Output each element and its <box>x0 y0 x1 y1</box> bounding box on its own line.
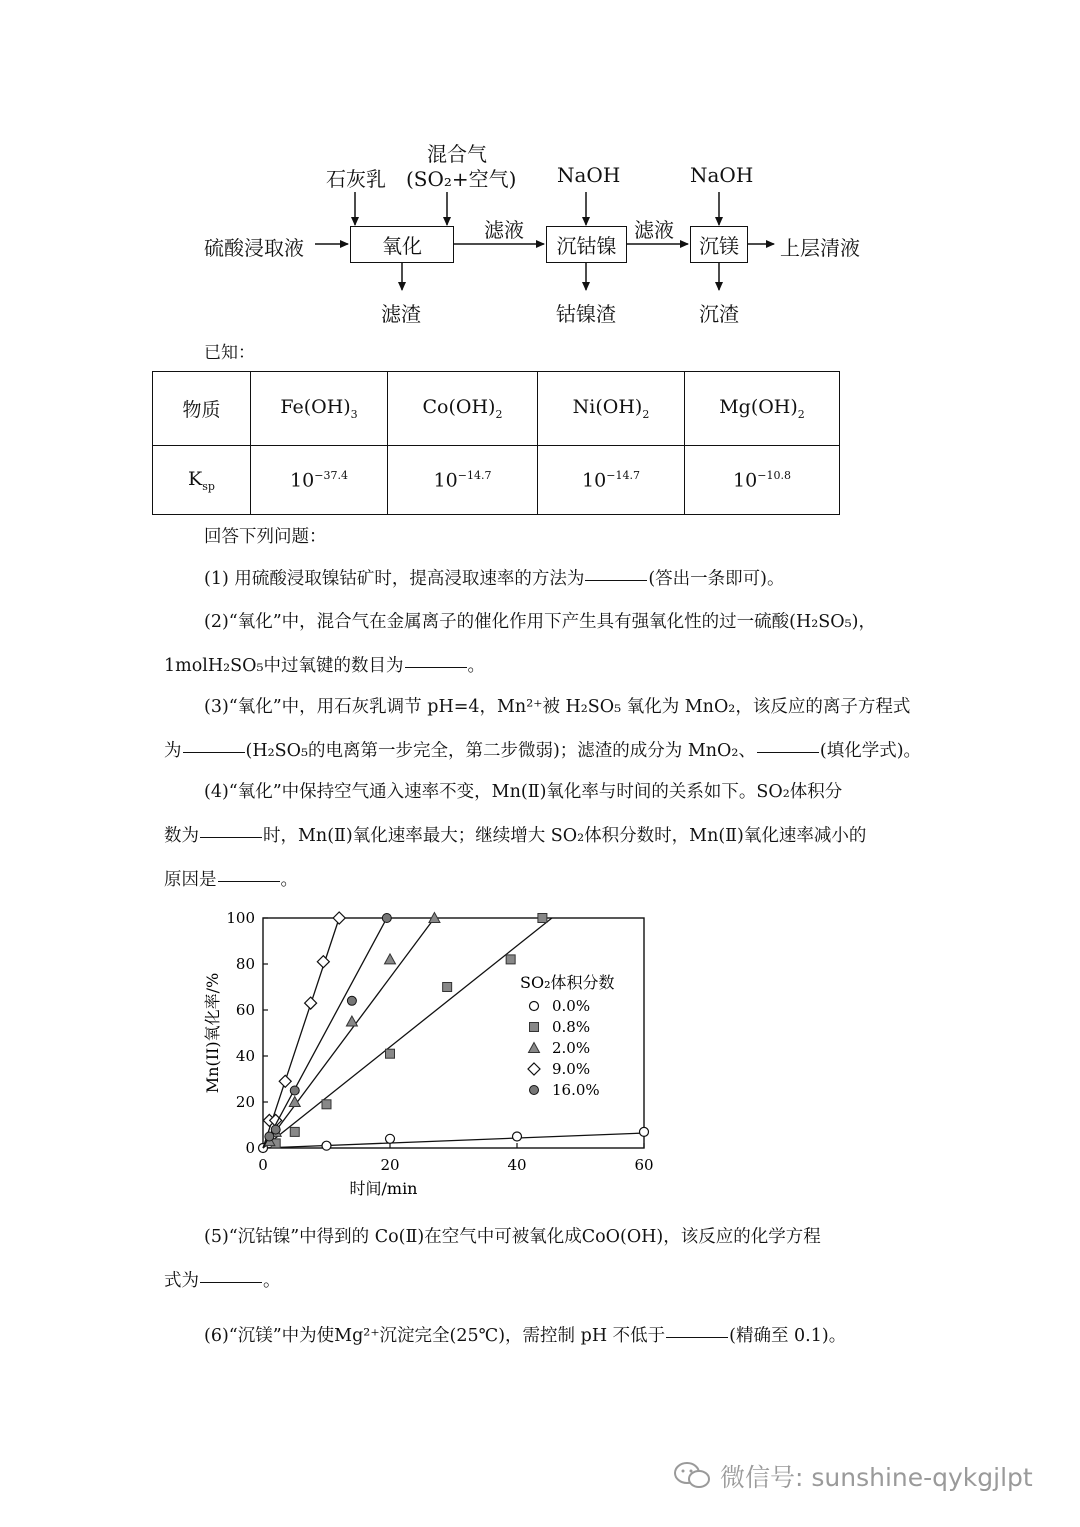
precipitate-mg-box: 沉镁 <box>690 226 748 263</box>
x-axis-label: 时间/min <box>349 1179 418 1198</box>
data-point <box>290 1086 299 1095</box>
ksp-base: 10 <box>582 469 607 492</box>
row-label-cell <box>153 446 251 515</box>
y-axis-label: Mn(II)氧化率/% <box>203 972 222 1094</box>
question-text: (4)“氧化”中保持空气通入速率不变，Mn(Ⅱ)氧化率与时间的关系如下。SO₂体积分 <box>204 782 843 802</box>
known-label: 已知： <box>204 343 255 363</box>
question-text: (精确至 0.1)。 <box>729 1326 847 1346</box>
substance-sub: 3 <box>350 408 358 422</box>
answer-blank[interactable] <box>200 836 262 838</box>
fit-line <box>263 918 434 1148</box>
question-2 <box>164 600 924 688</box>
question-text: (填化学式)。 <box>819 741 922 761</box>
gas-title-label: 混合气 <box>427 142 487 166</box>
question-text: 为 <box>164 741 182 761</box>
oxidation-box: 氧化 <box>350 226 454 263</box>
watermark <box>672 1458 1033 1494</box>
question-text: 原因是 <box>164 870 217 890</box>
data-point <box>640 1127 649 1136</box>
ksp-value-cell <box>538 446 685 515</box>
substance-sub: 2 <box>495 408 503 422</box>
legend-marker <box>529 1043 540 1053</box>
series-0-8pct <box>263 914 552 1149</box>
data-point <box>385 954 396 964</box>
y-tick-label: 20 <box>235 1093 255 1111</box>
x-tick-label: 40 <box>507 1156 527 1174</box>
data-point <box>382 914 391 923</box>
legend-title: SO₂体积分数 <box>520 973 615 992</box>
header-label: 物质 <box>182 399 221 422</box>
data-point <box>317 956 329 968</box>
row-label-sub: sp <box>202 479 215 493</box>
substance-name: Fe(OH) <box>280 396 351 419</box>
filtrate-label-2: 滤液 <box>634 218 674 242</box>
legend-label: 0.8% <box>552 1018 591 1036</box>
substance-cell <box>388 372 538 446</box>
substance-sub: 2 <box>797 408 805 422</box>
data-point <box>513 1132 522 1141</box>
fit-line <box>263 918 552 1148</box>
question-1 <box>164 557 924 601</box>
answer-blank[interactable] <box>200 1281 262 1283</box>
answer-blank[interactable] <box>666 1336 728 1338</box>
substance-cell <box>685 372 840 446</box>
question-text: (5)“沉钴镍”中得到的 Co(Ⅱ)在空气中可被氧化成CoO(OH)，该反应的化学方程 <box>204 1227 821 1247</box>
y-tick-label: 40 <box>235 1047 255 1065</box>
data-point <box>322 1100 331 1109</box>
fit-line <box>263 918 339 1148</box>
residue-label-3: 沉渣 <box>699 302 739 326</box>
answer-blank[interactable] <box>218 880 280 882</box>
substance-name: Ni(OH) <box>572 396 643 419</box>
residue-label-1: 滤渣 <box>381 302 421 326</box>
header-label-cell <box>153 372 251 446</box>
question-text: 式为 <box>164 1271 199 1291</box>
substance-name: Co(OH) <box>422 396 496 419</box>
series-16-0pct <box>263 914 391 1149</box>
data-point <box>305 997 317 1009</box>
fit-line <box>263 918 387 1148</box>
question-text: (H₂SO₅的电离第一步完全，第二步微弱)；滤渣的成分为 MnO₂、 <box>245 741 756 761</box>
question-text: (2)“氧化”中，混合气在金属离子的催化作用下产生具有强氧化性的过一硫酸(H₂SO₅)， <box>204 612 876 632</box>
question-text: 。 <box>280 870 298 890</box>
data-point <box>279 1075 291 1087</box>
data-point <box>443 983 452 992</box>
series-0-0pct <box>259 1127 649 1152</box>
lime-label: 石灰乳 <box>326 167 386 191</box>
ksp-base: 10 <box>433 469 458 492</box>
data-point <box>347 996 356 1005</box>
data-point <box>271 1125 280 1134</box>
x-tick-label: 20 <box>380 1156 400 1174</box>
substance-cell <box>538 372 685 446</box>
answer-blank[interactable] <box>183 751 245 753</box>
legend-label: 0.0% <box>552 997 591 1015</box>
naoh-label-1: NaOH <box>557 163 621 187</box>
data-point <box>538 914 547 923</box>
residue-label-2: 钴镍渣 <box>556 302 616 326</box>
flow-arrows <box>0 0 1080 340</box>
question-3 <box>164 685 924 773</box>
data-point <box>386 1134 395 1143</box>
question-text: (1) 用硫酸浸取镍钴矿时，提高浸取速率的方法为 <box>204 569 585 589</box>
feed-label: 硫酸浸取液 <box>204 236 304 260</box>
y-tick-label: 60 <box>235 1001 255 1019</box>
ksp-exponent: −14.7 <box>606 469 640 483</box>
question-5 <box>164 1215 924 1303</box>
intro-line <box>164 515 924 559</box>
data-point <box>322 1141 331 1150</box>
ksp-exponent: −10.8 <box>757 469 791 483</box>
ksp-value-cell <box>251 446 388 515</box>
y-tick-label: 0 <box>245 1139 255 1157</box>
filtrate-label-1: 滤液 <box>484 218 524 242</box>
series-9-0pct <box>263 912 345 1148</box>
answer-blank[interactable] <box>585 579 647 581</box>
substance-cell <box>251 372 388 446</box>
substance-sub: 2 <box>642 408 650 422</box>
data-point <box>289 1097 300 1107</box>
product-label: 上层清液 <box>780 236 860 260</box>
question-4 <box>164 770 924 902</box>
ksp-exponent: −37.4 <box>314 469 348 483</box>
ksp-exponent: −14.7 <box>457 469 492 483</box>
question-text: 时，Mn(Ⅱ)氧化速率最大；继续增大 SO₂体积分数时，Mn(Ⅱ)氧化速率减小的 <box>263 826 867 846</box>
ksp-base: 10 <box>733 469 758 492</box>
answer-blank[interactable] <box>405 666 467 668</box>
data-point <box>333 912 345 924</box>
intro-text: 回答下列问题： <box>204 527 327 547</box>
question-text: 。 <box>263 1271 281 1291</box>
y-tick-label: 80 <box>235 955 255 973</box>
precipitate-co-ni-box: 沉钴镍 <box>546 226 627 263</box>
fit-line <box>263 1133 644 1148</box>
question-text: 数为 <box>164 826 199 846</box>
ksp-value-cell <box>388 446 538 515</box>
legend-marker <box>530 1086 539 1095</box>
legend-marker <box>530 1023 539 1032</box>
oxidation-rate-chart <box>190 900 670 1210</box>
question-text: 。 <box>467 656 485 676</box>
data-point <box>290 1127 299 1136</box>
ksp-value-row <box>153 446 840 515</box>
wechat-icon <box>672 1460 712 1492</box>
series-2-0pct <box>263 913 440 1149</box>
gas-formula-label: (SO₂+空气) <box>406 167 517 191</box>
row-label: K <box>188 467 203 490</box>
substance-name: Mg(OH) <box>719 396 798 419</box>
x-tick-label: 0 <box>258 1156 268 1174</box>
data-point <box>346 1016 357 1026</box>
ksp-table <box>152 371 840 515</box>
watermark-text: 微信号: sunshine-qykgjlpt <box>720 1463 1033 1492</box>
legend-marker <box>530 1002 539 1011</box>
y-tick-label: 100 <box>226 909 255 927</box>
question-text: (3)“氧化”中，用石灰乳调节 pH=4，Mn²⁺被 H₂SO₅ 氧化为 MnO₂，该反应的离子方程式 <box>204 697 911 717</box>
legend-label: 2.0% <box>552 1039 591 1057</box>
ksp-value-cell <box>685 446 840 515</box>
legend-label: 9.0% <box>552 1060 591 1078</box>
ksp-header-row <box>153 372 840 446</box>
data-point <box>506 955 515 964</box>
legend <box>520 973 615 1099</box>
question-text: (6)“沉镁”中为使Mg²⁺沉淀完全(25℃)，需控制 pH 不低于 <box>204 1326 666 1346</box>
answer-blank[interactable] <box>757 751 819 753</box>
question-text: (答出一条即可)。 <box>648 569 785 589</box>
data-point <box>386 1049 395 1058</box>
legend-label: 16.0% <box>552 1081 600 1099</box>
question-text: 1molH₂SO₅中过氧键的数目为 <box>164 656 404 676</box>
question-6 <box>164 1314 924 1358</box>
legend-marker <box>528 1063 540 1075</box>
ksp-base: 10 <box>290 469 315 492</box>
x-tick-label: 60 <box>634 1156 654 1174</box>
naoh-label-2: NaOH <box>690 163 754 187</box>
